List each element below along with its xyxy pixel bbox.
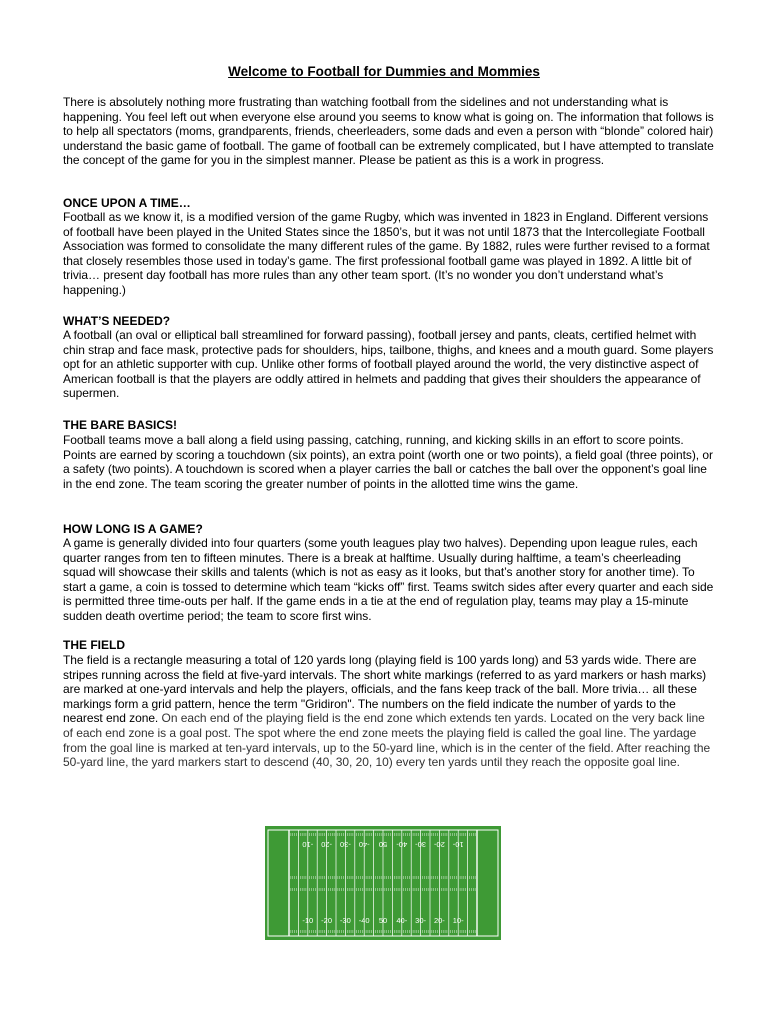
yard-number-bottom: 10-	[452, 916, 464, 925]
section-body-history: Football as we know it, is a modified version of the game Rugby, which was invented in 1823 in England. Different versions of football have been played in the United States since the 1850’s, but it was not until 1873 that the Intercollegiate Football Association was formed to consolidate the many different rules of the game. By 1882, rules were further revised to a format that closely resembles those used in today’s game. The first professional football game was played in 1892. A little bit of trivia… present day football has more rules than any other team sport. (It’s no wonder you don’t understand what’s happening.)	[63, 210, 710, 297]
intro-paragraph: There is absolutely nothing more frustrating than watching football from the sidelines and not understanding what is happening. You feel left out when everyone else around you seems to know what is going on. The information that follows is to help all spectators (moms, grandparents, friends, cheerleaders, some dads and even a person with “blonde” colored hair) understand the basic game of football. The game of football can be extremely complicated, but I have attempted to translate the concept of the game for you in the simplest manner. Please be patient as this is a work in progress.	[63, 95, 714, 168]
yard-number-bottom: -30	[339, 916, 351, 925]
yard-number-top: 20-	[433, 840, 445, 849]
section-heading-field: THE FIELD	[63, 638, 125, 652]
yard-number-top: 50	[378, 840, 388, 849]
yard-number-top: 30-	[415, 840, 427, 849]
yard-number-bottom: -10	[302, 916, 314, 925]
yard-number-bottom: 30-	[415, 916, 427, 925]
section-body-equipment: A football (an oval or elliptical ball streamlined for forward passing), football jersey and pants, cleats, certified helmet with chin strap and face mask, protective pads for shoulders, hips, tailbone, thighs, and knees and a mouth guard. Some players opt for an athletic supporter with cup. Unlike other forms of football played around the world, the very distinctive aspect of American football is that the players are oddly attired in helmets and padding that gives their shoulders the appearance of supermen.	[63, 328, 714, 401]
football-field-image	[265, 826, 501, 940]
yard-number-bottom: 40-	[396, 916, 408, 925]
section-heading-game-length: HOW LONG IS A GAME?	[63, 522, 203, 536]
yard-number-bottom: 50	[378, 916, 388, 925]
section-body-field-part1: The field is a rectangle measuring a total of 120 yards long (playing field is 100 yards long) and 53 yards wide. There are stripes running across the field at five-yard intervals. The short white markings (referred to as yard markers or hash marks) are marked at one-yard intervals and help the players, officials, and the fans keep track of the ball. More trivia… all these markings form a grid pattern, hence the term "Gridiron". The numbers on the field indicate the number of yards to the nearest end zone.	[63, 653, 707, 726]
yard-number-top: -30	[339, 840, 351, 849]
yard-number-top: -40	[358, 840, 370, 849]
top-yard-numbers	[302, 840, 463, 849]
yard-number-bottom: -40	[358, 916, 370, 925]
yard-number-top: -20	[321, 840, 333, 849]
page-title: Welcome to Football for Dummies and Mommies	[228, 64, 540, 79]
yard-number-bottom: 20-	[433, 916, 445, 925]
yard-number-top: 40-	[396, 840, 408, 849]
section-body-basics: Football teams move a ball along a field using passing, catching, running, and kicking skills in an effort to score points. Points are earned by scoring a touchdown (six points), an extra point (worth one or two points), a field goal (three points), or a safety (two points). A touchdown is scored when a player carries the ball or catches the ball over the opponent’s goal line in the end zone. The team scoring the greater number of points in the allotted time wins the game.	[63, 433, 713, 491]
bottom-yard-numbers	[302, 916, 464, 925]
section-body-field	[63, 653, 715, 770]
section-heading-equipment: WHAT’S NEEDED?	[63, 314, 171, 328]
yard-number-top: 10-	[452, 840, 464, 849]
section-body-game-length: A game is generally divided into four quarters (some youth leagues play two halves). Depending upon league rules, each quarter ranges from ten to fifteen minutes. There is a break at halftime. Usually during halftime, a team’s cheerleading squad will showcase their skills and talents (which is not as easy as it looks, but that’s another story for another time). To start a game, a coin is tossed to determine which team “kicks off” first. Teams switch sides after every quarter and each side is permitted three time-outs per half. If the game ends in a tie at the end of regulation play, teams may play a 15-minute sudden death overtime period; the team to score first wins.	[63, 536, 714, 623]
section-heading-basics: THE BARE BASICS!	[63, 418, 178, 432]
section-body-field-part2: On each end of the playing field is the end zone which extends ten yards. Located on the very back line of each end zone is a goal post. The spot where the end zone meets the playing field is called the goal line. The yardage from the goal line is marked at ten-yard intervals, up to the 50-yard line, which is in the center of the field. After reaching the 50-yard line, the yard markers start to descend (40, 30, 20, 10) every ten yards until they reach the opposite goal line.	[63, 711, 711, 770]
yard-number-top: -10	[302, 840, 314, 849]
yard-number-bottom: -20	[321, 916, 333, 925]
section-heading-history: ONCE UPON A TIME…	[63, 196, 191, 210]
